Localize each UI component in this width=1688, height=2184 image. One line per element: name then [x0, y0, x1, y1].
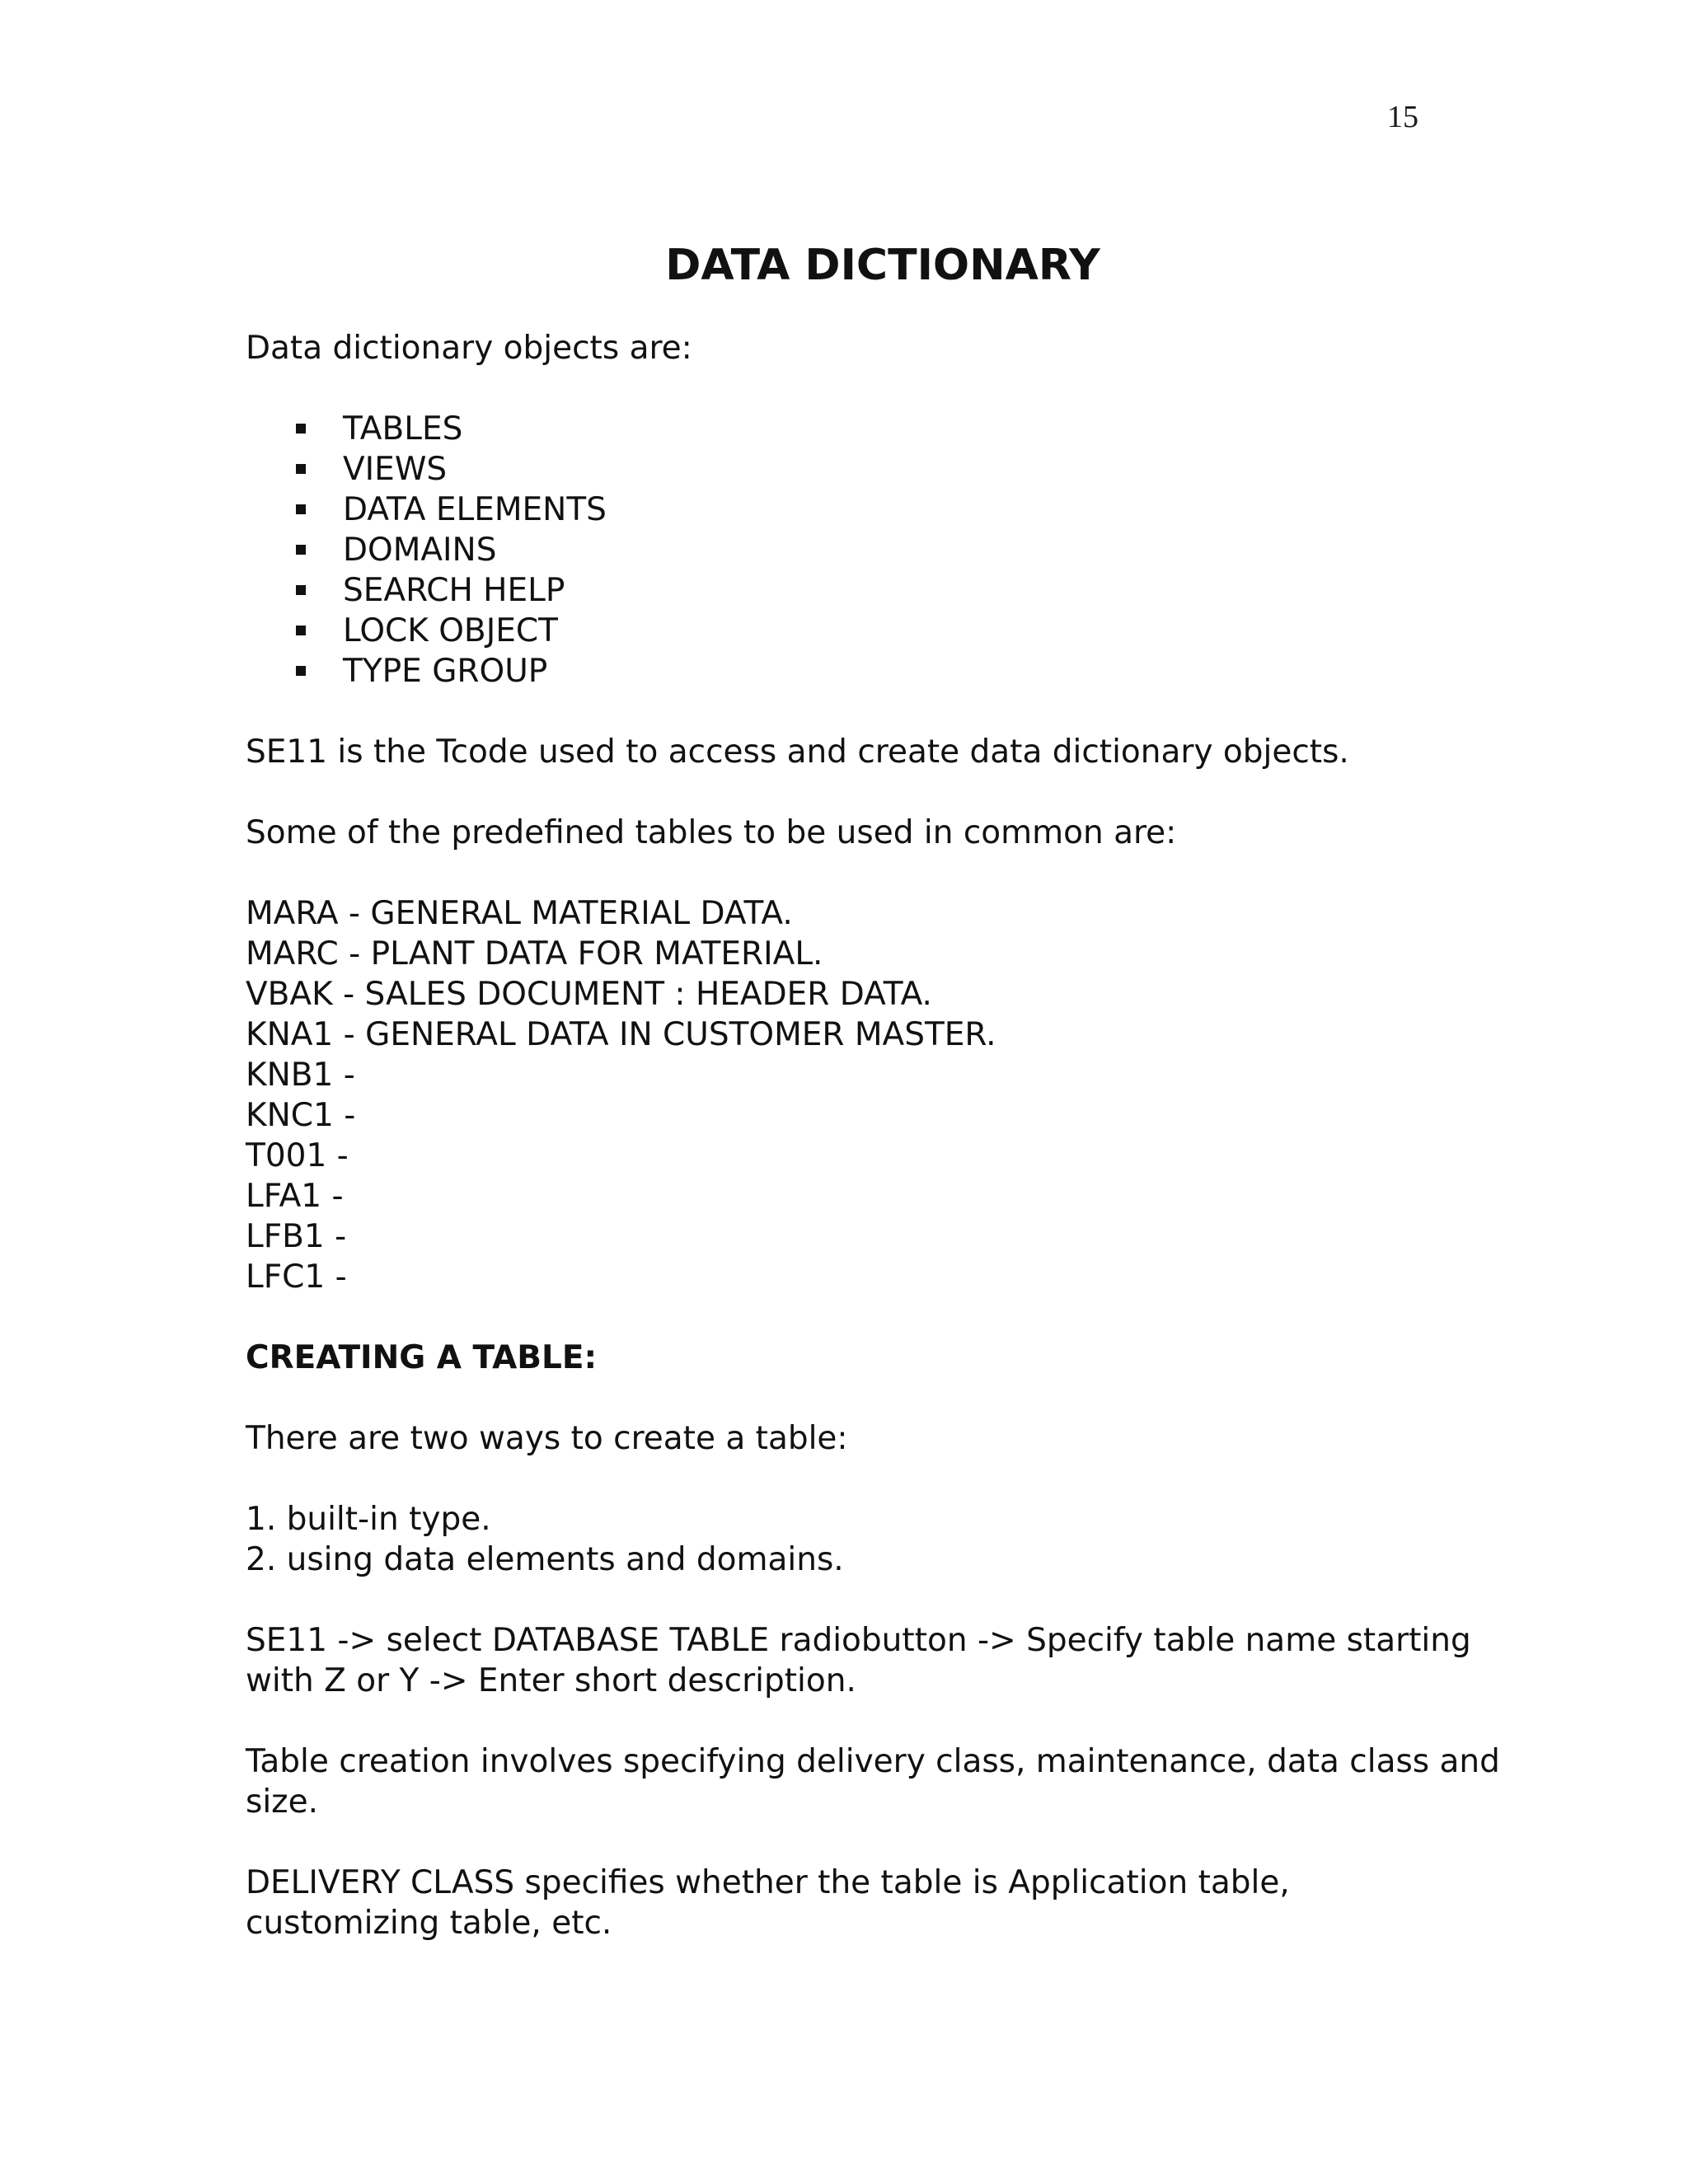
- way-item: 2. using data elements and domains.: [246, 1541, 844, 1578]
- bullet-icon: [296, 585, 306, 595]
- creation-line: size.: [246, 1783, 319, 1821]
- spacer: [246, 1580, 1531, 1620]
- list-item: [246, 449, 1531, 490]
- list-item-label: TABLES: [343, 410, 463, 448]
- list-item: [246, 570, 1531, 611]
- table-entry: MARC - PLANT DATA FOR MATERIAL.: [246, 935, 823, 972]
- ways-intro: There are two ways to create a table:: [246, 1420, 848, 1457]
- spacer: [246, 1378, 1531, 1418]
- bullet-icon: [296, 626, 306, 635]
- page-number: 15: [1387, 100, 1418, 134]
- list-item: [246, 409, 1531, 449]
- spacer: [246, 691, 1531, 732]
- list-item-label: VIEWS: [343, 451, 448, 488]
- list-item-label: TYPE GROUP: [343, 653, 548, 690]
- delivery-line: DELIVERY CLASS specifies whether the table is Application table,: [246, 1864, 1290, 1901]
- document-body: [246, 328, 1531, 1943]
- objects-list: [246, 409, 1531, 691]
- procedure-paragraph: [246, 1620, 1531, 1701]
- table-entry: KNB1 -: [246, 1057, 355, 1094]
- list-item: [246, 611, 1531, 651]
- spacer: [246, 772, 1531, 813]
- list-item-label: DATA ELEMENTS: [343, 491, 607, 528]
- section-heading: CREATING A TABLE:: [246, 1339, 598, 1376]
- bullet-icon: [296, 545, 306, 555]
- table-entry: LFB1 -: [246, 1218, 347, 1255]
- list-item: [246, 651, 1531, 691]
- spacer: [246, 1459, 1531, 1499]
- table-entry: MARA - GENERAL MATERIAL DATA.: [246, 895, 793, 932]
- table-entry: LFA1 -: [246, 1178, 344, 1215]
- procedure-line: SE11 -> select DATABASE TABLE radiobutton -> Specify table name starting: [246, 1622, 1471, 1659]
- page-title: DATA DICTIONARY: [665, 241, 1100, 290]
- intro-text: Data dictionary objects are:: [246, 330, 692, 367]
- spacer: [246, 368, 1531, 409]
- list-item: [246, 490, 1531, 530]
- list-item-label: LOCK OBJECT: [343, 612, 558, 649]
- way-item: 1. built-in type.: [246, 1501, 491, 1538]
- predefined-intro: Some of the predefined tables to be used in common are:: [246, 814, 1177, 851]
- bullet-icon: [296, 504, 306, 514]
- spacer: [246, 1822, 1531, 1863]
- bullet-icon: [296, 464, 306, 474]
- se11-description: SE11 is the Tcode used to access and create data dictionary objects.: [246, 733, 1349, 771]
- table-entry: T001 -: [246, 1137, 349, 1174]
- tables-list: [246, 893, 1531, 1297]
- spacer: [246, 853, 1531, 893]
- bullet-icon: [296, 424, 306, 434]
- spacer: [246, 1297, 1531, 1338]
- delivery-class-paragraph: [246, 1863, 1531, 1943]
- creation-line: Table creation involves specifying delivery class, maintenance, data class and: [246, 1743, 1500, 1780]
- table-entry: LFC1 -: [246, 1258, 347, 1296]
- creation-paragraph: [246, 1741, 1531, 1822]
- bullet-icon: [296, 666, 306, 676]
- procedure-line: with Z or Y -> Enter short description.: [246, 1662, 856, 1699]
- list-item-label: DOMAINS: [343, 532, 497, 569]
- list-item-label: SEARCH HELP: [343, 572, 565, 609]
- spacer: [246, 1701, 1531, 1741]
- delivery-line: customizing table, etc.: [246, 1905, 612, 1942]
- table-entry: KNC1 -: [246, 1097, 356, 1134]
- list-item: [246, 530, 1531, 570]
- ways-list: [246, 1499, 1531, 1580]
- table-entry: VBAK - SALES DOCUMENT : HEADER DATA.: [246, 976, 932, 1013]
- table-entry: KNA1 - GENERAL DATA IN CUSTOMER MASTER.: [246, 1016, 996, 1053]
